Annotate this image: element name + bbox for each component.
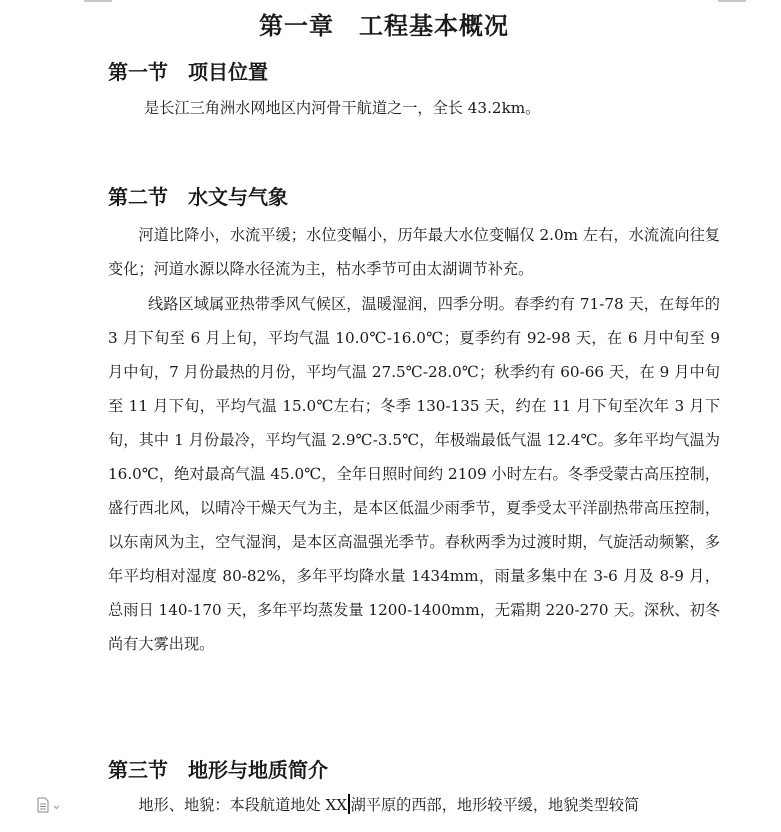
chapter-title: 第一章 工程基本概况 xyxy=(259,11,509,40)
section-1-paragraph-1: 是长江三角洲水网地区内河骨干航道之一，全长 43.2km。 xyxy=(144,99,541,117)
section-2-paragraph-1: 河道比降小，水流平缓；水位变幅小，历年最大水位变幅仅 2.0m 左右，水流流向往复变化；河道水源以降水径流为主，枯水季节可由太湖调节补充。 xyxy=(108,226,720,278)
text-cursor xyxy=(348,794,350,814)
text-before-cursor: 地形、地貌：本段航道地处 XX xyxy=(138,796,348,814)
document-icon xyxy=(36,797,66,813)
section-heading-3: 第三节 地形与地质简介 xyxy=(108,758,328,782)
page-options-button[interactable] xyxy=(36,797,66,813)
chevron-down-icon xyxy=(54,806,59,809)
text-after-cursor: 湖平原的西部，地形较平缓，地貌类型较简 xyxy=(350,796,640,814)
section-heading-2: 第二节 水文与气象 xyxy=(108,185,288,209)
section-heading-1: 第一节 项目位置 xyxy=(108,60,268,84)
margin-corner-top-right xyxy=(718,0,746,2)
margin-corner-top-left xyxy=(84,0,112,2)
section-2-paragraph-2: 线路区域属亚热带季风气候区，温暖湿润，四季分明。春季约有 71-78 天，在每年的 3 月下旬至 6 月上旬，平均气温 10.0℃-16.0℃；夏季约有 92-98 天，在 6 月中旬至 9 月中旬，7 月份最热的月份，平均气温 27.5℃-28.0℃；秋季约有 60-66 天，在 9 月中旬至 11 月下旬，平均气温 15.0℃左右；冬季 130-135 天，约在 11 月下旬至次年 3 月下旬，其中 1 月份最冷，平均气温 2.9℃-3.5℃，年极端最低气温 12.4℃。多年平均气温为 16.0℃，绝对最高气温 45.0℃，全年日照时间约 2109 小时左右。冬季受蒙古高压控制，盛行西北风，以晴冷干燥天气为主，是本区低温少雨季节，夏季受太平洋副热带高压控制，以东南风为主，空气湿润，是本区高温强光季节。春秋两季为过渡时期，气旋活动频繁，多年平均相对湿度 80-82%，多年平均降水量 1434mm，雨量多集中在 3-6 月及 8-9 月，总雨日 140-170 天，多年平均蒸发量 1200-1400mm，无霜期 220-270 天。深秋、初冬尚有大雾出现。 xyxy=(108,295,720,653)
section-3-paragraph-1 xyxy=(108,788,720,822)
